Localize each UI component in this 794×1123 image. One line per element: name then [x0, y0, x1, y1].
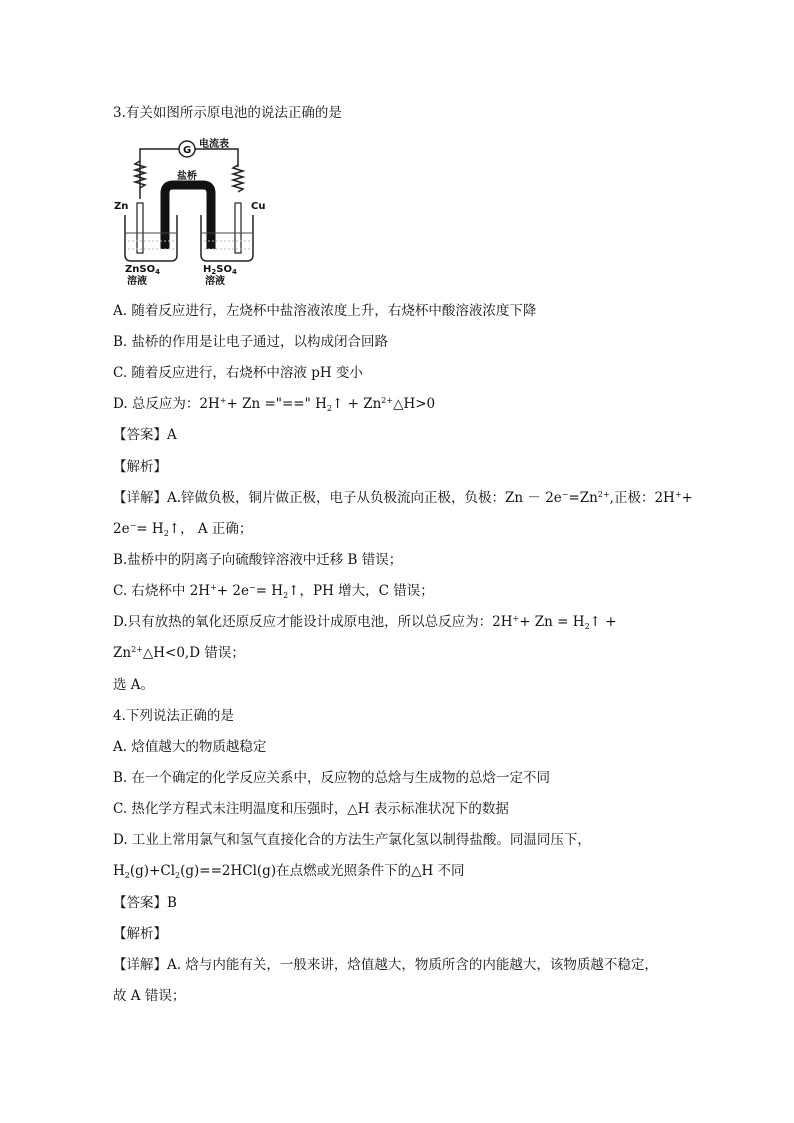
q3-detail-d-cont: $Zn^{2+}\triangle H<0,D$ 错误；: [113, 645, 245, 661]
q3-detail-c: C. 右烧杯中 $2H^++ 2e^-= H_2↑$，PH 增大，C 错误；: [113, 583, 434, 600]
q4-title: 4.下列说法正确的是: [113, 708, 234, 724]
q3-option-c: C. 随着反应进行，右烧杯中溶液 pH 变小: [113, 365, 363, 381]
q4-analysis-label: 【解析】: [113, 926, 167, 942]
q3-title: 3.有关如图所示原电池的说法正确的是: [113, 105, 342, 121]
q3-detail-b: B.盐桥中的阴离子向硫酸锌溶液中迁移 B 错误；: [113, 552, 403, 568]
cu-electrode-label: Cu: [251, 201, 266, 212]
q4-answer: 【答案】B: [113, 895, 177, 911]
q3-analysis-label: 【解析】: [113, 459, 167, 475]
q3-answer: 【答案】A: [113, 427, 177, 443]
q3-option-b: B. 盐桥的作用是让电子通过，以构成闭合回路: [113, 334, 389, 350]
q3-option-a: A. 随着反应进行，左烧杯中盐溶液浓度上升，右烧杯中酸溶液浓度下降: [113, 303, 537, 319]
q4-option-a: A. 焓值越大的物质越稳定: [113, 739, 267, 755]
right-solution-label: $H_2SO_4$: [203, 264, 237, 276]
q3-detail-d: D.只有放热的氧化还原反应才能设计成原电池，所以总反应为：$2H^++ Zn = H_2↑$ +: [113, 614, 617, 631]
q3-option-d: D. 总反应为：2H++ Zn ="==" $H_2↑$ + $Zn^{2+}\triangle H>0$: [113, 396, 436, 413]
q4-option-d-cont: $H_2(g)+Cl_2(g)==2HCl(g)$在点燃或光照条件下的△H 不同: [113, 863, 465, 880]
q4-detail-a: 【详解】A. 焓与内能有关，一般来讲，焓值越大，物质所含的内能越大，该物质越不稳定，: [113, 957, 658, 973]
q3-detail-a: 【详解】A.锌做负极，铜片做正极，电子从负极流向正极，负极：$Zn - 2e^-=Zn^{2+}$,正极：2H++: [113, 490, 693, 506]
q3-detail-a-cont: $2e^-= H_2↑$， A 正确；: [113, 521, 253, 538]
q4-option-d: D. 工业上常用氯气和氢气直接化合的方法生产氯化氢以制得盐酸。同温同压下，: [113, 832, 591, 848]
q3-conclusion: 选 A。: [113, 677, 155, 693]
right-solution-suffix: 溶液: [205, 276, 225, 285]
left-solution-suffix: 溶液: [127, 276, 147, 285]
q4-option-b: B. 在一个确定的化学反应关系中，反应物的总焓与生成物的总焓一定不同: [113, 770, 551, 786]
zn-electrode-label: Zn: [114, 201, 129, 212]
salt-bridge-label: 盐桥: [177, 171, 197, 182]
q4-detail-a-cont: 故 A 错误；: [113, 988, 186, 1004]
ammeter-symbol: G: [183, 145, 192, 156]
galvanic-cell-figure: [113, 137, 273, 285]
ammeter-label: 电流表: [199, 139, 229, 150]
left-solution-label: ZnSO$_4$: [125, 264, 160, 276]
q4-option-c: C. 热化学方程式未注明温度和压强时，△H 表示标准状况下的数据: [113, 801, 509, 817]
